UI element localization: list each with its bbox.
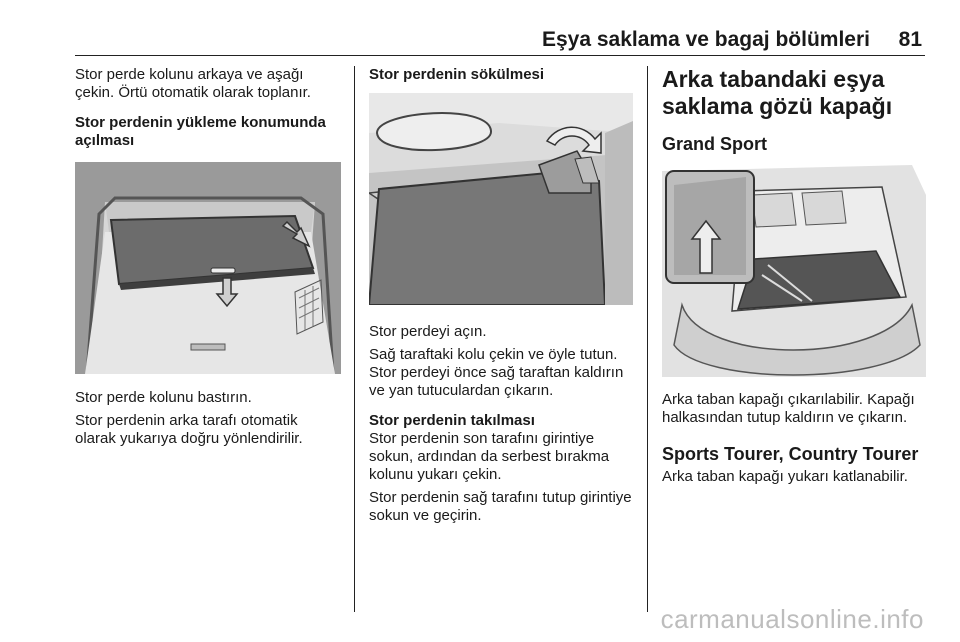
column2-subheading: Stor perdenin sökülmesi [369,66,545,83]
column-2 [369,66,633,525]
column-divider-2 [647,66,648,612]
column2-para4: Stor perdenin sağ tarafını tutup girintiye sokun ve geçirin. [369,489,632,524]
cargo-cover-load-position-illustration [75,162,341,374]
cargo-cover-removal-illustration [369,93,633,305]
page-header-title: Eşya saklama ve bagaj bölümleri [541,28,870,51]
column2-para3: Stor perdenin son tarafını girintiye sokun, ardından da serbest bırakma kolunu yukarı çekin. [369,430,610,483]
column-3 [662,66,930,486]
column1-para1: Stor perde kolunu bastırın. [75,389,252,406]
column2-subheading2: Stor perdenin takılması [369,412,535,429]
column1-para2: Stor perdenin arka tarafı otomatik olarak yukarıya doğru yönlendirilir. [75,412,303,447]
column-divider-1 [354,66,355,612]
column2-para1: Stor perdeyi açın. [369,323,487,340]
column3-para1: Arka taban kapağı çıkarılabilir. Kapağı halkasından tutup kaldırın ve çıkarın. [662,391,915,426]
rear-floor-storage-cover-illustration [662,165,926,377]
column-1 [75,66,341,448]
column3-para2: Arka taban kapağı yukarı katlanabilir. [662,468,908,485]
column3-subheading1: Grand Sport [662,134,768,154]
column3-subheading2: Sports Tourer, Country Tourer [662,444,919,464]
watermark: carmanualsonline.info [660,604,924,634]
column3-heading: Arka tabandaki eşya saklama gözü kapağı [662,66,893,119]
column2-para2: Sağ taraftaki kolu çekin ve öyle tutun. Stor perdeyi önce sağ taraftan kaldırın ve yan tutuculardan çıkarın. [369,346,624,399]
header-rule [75,55,925,56]
page-number: 81 [898,28,922,51]
column1-subheading: Stor perdenin yükleme konumunda açılması [75,114,326,149]
column1-intro: Stor perde kolunu arkaya ve aşağı çekin. Örtü otomatik olarak toplanır. [75,66,311,101]
